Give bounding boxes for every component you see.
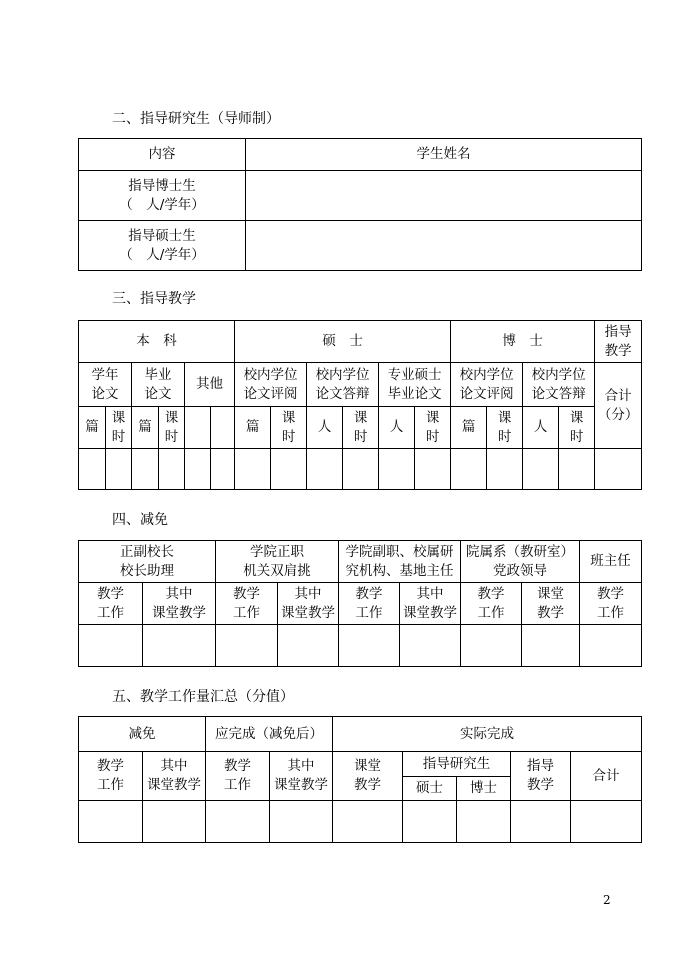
entry-cell[interactable] bbox=[559, 449, 595, 490]
header-student-names: 学生姓名 bbox=[246, 139, 642, 171]
entry-cell[interactable] bbox=[451, 449, 487, 490]
section-4-heading: 四、减免 bbox=[112, 512, 168, 528]
row-master-label: 指导硕士生 （ 人/学年） bbox=[79, 221, 246, 271]
header-dean: 学院正职 机关双肩挑 bbox=[216, 541, 339, 583]
table-row bbox=[79, 449, 642, 490]
entry-cell[interactable] bbox=[379, 449, 415, 490]
header-department-leader: 院属系（教研室） 党政领导 bbox=[461, 541, 580, 583]
entry-cell[interactable] bbox=[79, 801, 143, 843]
entry-cell[interactable] bbox=[79, 449, 106, 490]
phd-names-cell[interactable] bbox=[246, 171, 642, 221]
entry-cell[interactable] bbox=[206, 801, 270, 843]
teaching-guidance-table bbox=[78, 320, 642, 490]
sub-teaching-work: 教学 工作 bbox=[580, 583, 642, 625]
header-content: 内容 bbox=[79, 139, 246, 171]
section-5-heading: 五、教学工作量汇总（分值） bbox=[112, 689, 294, 705]
entry-cell[interactable] bbox=[343, 449, 379, 490]
entry-cell[interactable] bbox=[271, 449, 307, 490]
reduction-table bbox=[78, 540, 642, 667]
entry-cell[interactable] bbox=[270, 801, 333, 843]
header-master-defense: 校内学位 论文答辩 bbox=[307, 363, 379, 407]
entry-cell[interactable] bbox=[403, 801, 457, 843]
unit-ren: 人 bbox=[307, 407, 343, 449]
sub-classroom-teaching: 课堂 教学 bbox=[333, 752, 403, 801]
entry-cell[interactable] bbox=[522, 625, 580, 667]
sub-teaching-work: 教学 工作 bbox=[79, 583, 143, 625]
sub-classroom-among: 其中 课堂教学 bbox=[278, 583, 339, 625]
entry-cell[interactable] bbox=[278, 625, 339, 667]
header-master: 硕 士 bbox=[235, 321, 451, 363]
section-2-heading: 二、指导研究生（导师制） bbox=[112, 111, 280, 127]
sub-classroom-teaching: 课堂 教学 bbox=[522, 583, 580, 625]
sub-teaching-work: 教学 工作 bbox=[206, 752, 270, 801]
header-doctor-defense: 校内学位 论文答辩 bbox=[523, 363, 595, 407]
unit-class-hours: 课 时 bbox=[415, 407, 451, 449]
entry-cell[interactable] bbox=[415, 449, 451, 490]
entry-cell[interactable] bbox=[185, 449, 211, 490]
sub-teaching-work: 教学 工作 bbox=[79, 752, 143, 801]
header-guide-teaching: 指导 教学 bbox=[595, 321, 642, 363]
table-row bbox=[79, 625, 642, 667]
unit-class-hours: 课 时 bbox=[343, 407, 379, 449]
header-should-complete: 应完成（减免后） bbox=[206, 717, 333, 752]
sub-total: 合计 bbox=[571, 752, 642, 801]
entry-cell[interactable] bbox=[457, 801, 511, 843]
entry-cell[interactable] bbox=[595, 449, 642, 490]
entry-cell[interactable] bbox=[523, 449, 559, 490]
table-row bbox=[79, 801, 642, 843]
unit-class-hours: 课 时 bbox=[159, 407, 185, 449]
entry-cell[interactable] bbox=[143, 801, 206, 843]
entry-cell[interactable] bbox=[307, 449, 343, 490]
header-class-teacher: 班主任 bbox=[580, 541, 642, 583]
unit-pian: 篇 bbox=[132, 407, 159, 449]
section-3-heading: 三、指导教学 bbox=[112, 291, 196, 307]
entry-cell[interactable] bbox=[211, 449, 235, 490]
header-prof-master: 专业硕士 毕业论文 bbox=[379, 363, 451, 407]
unit-blank bbox=[211, 407, 235, 449]
header-reduction: 减免 bbox=[79, 717, 206, 752]
unit-pian: 篇 bbox=[79, 407, 106, 449]
sub-master: 硕士 bbox=[403, 777, 457, 801]
entry-cell[interactable] bbox=[571, 801, 642, 843]
entry-cell[interactable] bbox=[106, 449, 132, 490]
master-names-cell[interactable] bbox=[246, 221, 642, 271]
supervision-table bbox=[78, 138, 642, 271]
entry-cell[interactable] bbox=[235, 449, 271, 490]
header-total-score: 合计 （分） bbox=[595, 363, 642, 449]
unit-ren: 人 bbox=[523, 407, 559, 449]
sub-classroom-among: 其中 课堂教学 bbox=[270, 752, 333, 801]
sub-guide-teaching: 指导 教学 bbox=[511, 752, 571, 801]
row-phd-label: 指导博士生 （ 人/学年） bbox=[79, 171, 246, 221]
header-actual-complete: 实际完成 bbox=[333, 717, 642, 752]
entry-cell[interactable] bbox=[333, 801, 403, 843]
entry-cell[interactable] bbox=[461, 625, 522, 667]
sub-classroom-among: 其中 课堂教学 bbox=[143, 752, 206, 801]
unit-blank bbox=[185, 407, 211, 449]
entry-cell[interactable] bbox=[487, 449, 523, 490]
header-guide-grad: 指导研究生 bbox=[403, 752, 511, 777]
page-number: 2 bbox=[603, 893, 611, 907]
header-other: 其他 bbox=[185, 363, 235, 407]
header-president: 正副校长 校长助理 bbox=[79, 541, 216, 583]
workload-summary-table bbox=[78, 716, 642, 843]
header-undergrad: 本 科 bbox=[79, 321, 235, 363]
entry-cell[interactable] bbox=[511, 801, 571, 843]
sub-teaching-work: 教学 工作 bbox=[461, 583, 522, 625]
entry-cell[interactable] bbox=[132, 449, 159, 490]
entry-cell[interactable] bbox=[339, 625, 400, 667]
unit-pian: 篇 bbox=[451, 407, 487, 449]
entry-cell[interactable] bbox=[159, 449, 185, 490]
sub-teaching-work: 教学 工作 bbox=[216, 583, 278, 625]
entry-cell[interactable] bbox=[143, 625, 216, 667]
unit-class-hours: 课 时 bbox=[271, 407, 307, 449]
entry-cell[interactable] bbox=[216, 625, 278, 667]
unit-ren: 人 bbox=[379, 407, 415, 449]
unit-pian: 篇 bbox=[235, 407, 271, 449]
sub-classroom-among: 其中 课堂教学 bbox=[143, 583, 216, 625]
header-master-review: 校内学位 论文评阅 bbox=[235, 363, 307, 407]
sub-teaching-work: 教学 工作 bbox=[339, 583, 400, 625]
sub-doctor: 博士 bbox=[457, 777, 511, 801]
sub-classroom-among: 其中 课堂教学 bbox=[400, 583, 461, 625]
unit-class-hours: 课 时 bbox=[487, 407, 523, 449]
entry-cell[interactable] bbox=[79, 625, 143, 667]
header-doctor: 博 士 bbox=[451, 321, 595, 363]
header-grad-thesis: 毕业 论文 bbox=[132, 363, 185, 407]
header-year-thesis: 学年 论文 bbox=[79, 363, 132, 407]
unit-class-hours: 课 时 bbox=[559, 407, 595, 449]
header-vice-dean: 学院副职、校属研 究机构、基地主任 bbox=[339, 541, 461, 583]
entry-cell[interactable] bbox=[580, 625, 642, 667]
entry-cell[interactable] bbox=[400, 625, 461, 667]
header-doctor-review: 校内学位 论文评阅 bbox=[451, 363, 523, 407]
unit-class-hours: 课 时 bbox=[106, 407, 132, 449]
